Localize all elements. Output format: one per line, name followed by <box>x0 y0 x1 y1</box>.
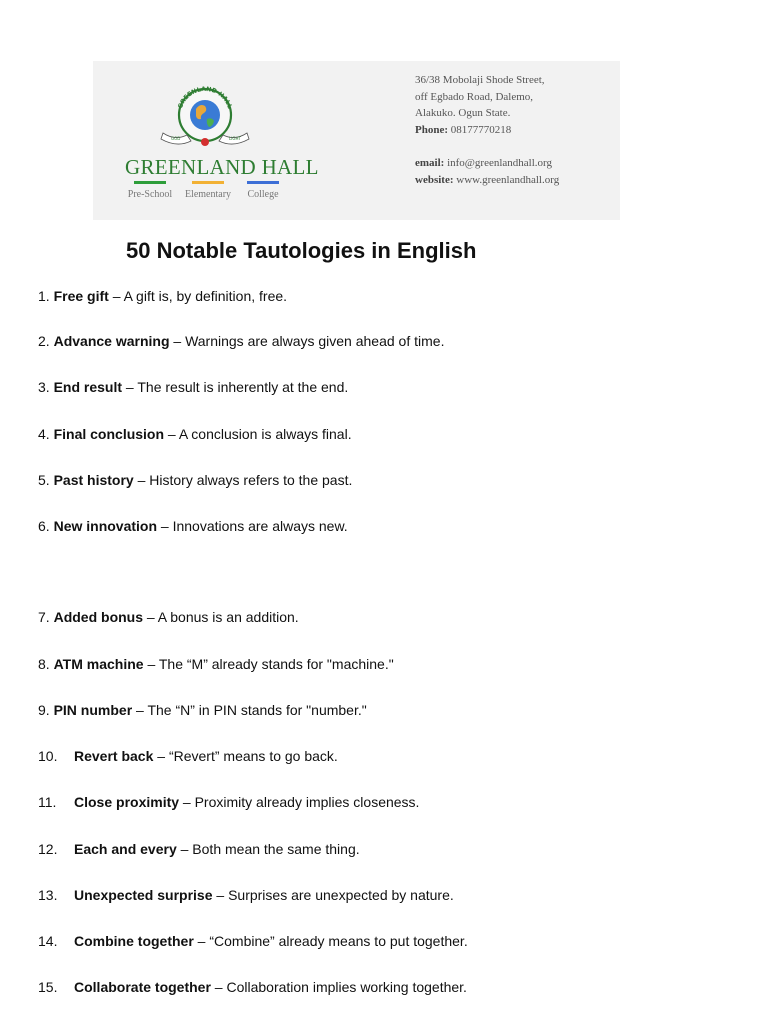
item-description: – A bonus is an addition. <box>143 609 299 625</box>
level-college-bar <box>247 181 279 184</box>
website-line <box>415 172 615 189</box>
address-line-3: Alakuko. Ogun State. <box>415 107 511 119</box>
item-number: 8. <box>38 656 50 672</box>
address-line-1: 36/38 Mobolaji Shode Street, <box>415 74 545 86</box>
item-description: – Both mean the same thing. <box>176 841 360 857</box>
item-term: Each and every <box>74 841 177 857</box>
item-number: 4. <box>38 426 50 442</box>
item-term: Close proximity <box>74 794 180 810</box>
school-name: GREENLAND HALL <box>125 155 319 179</box>
item-number: 9. <box>38 702 50 718</box>
item-term: Past history <box>53 472 134 488</box>
phone-line <box>415 122 615 139</box>
item-term: PIN number <box>53 702 133 718</box>
item-number: 3. <box>38 379 50 395</box>
email-address: info@greenlandhall.org <box>447 157 553 169</box>
item-description: – The result is inherently at the end. <box>122 379 349 395</box>
document-title: 50 Notable Tautologies in English <box>126 238 477 263</box>
item-term: Collaborate together <box>74 979 211 995</box>
item-description: – Collaboration implies working together. <box>210 979 467 995</box>
svg-text:GOD: GOD <box>171 136 181 141</box>
school-crest-logo <box>153 75 253 155</box>
item-number: 11. <box>38 794 57 810</box>
contact-block <box>415 72 615 188</box>
level-preschool <box>125 181 175 200</box>
item-description: – Proximity already implies closeness. <box>179 794 420 810</box>
level-preschool-label: Pre-School <box>127 189 173 200</box>
item-term: Revert back <box>74 748 154 764</box>
item-term: Unexpected surprise <box>74 887 213 903</box>
list-item <box>38 287 287 305</box>
item-term: Added bonus <box>53 609 144 625</box>
item-term: ATM machine <box>53 656 144 672</box>
list-item <box>38 655 394 673</box>
item-number: 10. <box>38 748 58 764</box>
list-item <box>38 608 299 626</box>
email-line <box>415 155 615 172</box>
item-term: Final conclusion <box>53 426 165 442</box>
item-description: – “Revert” means to go back. <box>153 748 338 764</box>
item-term: New innovation <box>53 518 158 534</box>
phone-label: Phone: <box>415 123 448 136</box>
email-label: email: <box>415 157 445 169</box>
website-url: www.greenlandhall.org <box>456 173 560 186</box>
level-preschool-bar <box>134 181 166 184</box>
list-item <box>38 517 348 535</box>
list-item <box>38 932 468 950</box>
address-line-2: off Egbado Road, Dalemo, <box>415 90 534 103</box>
list-item <box>38 701 367 719</box>
list-item <box>38 747 338 765</box>
level-college <box>243 181 283 200</box>
item-number: 12. <box>38 841 58 857</box>
list-item <box>38 378 348 396</box>
item-number: 7. <box>38 609 50 625</box>
svg-text:LIGHT: LIGHT <box>229 136 241 141</box>
item-number: 1. <box>38 288 50 304</box>
item-description: – Warnings are always given ahead of time. <box>169 333 445 349</box>
letterhead-banner <box>93 61 620 220</box>
item-number: 6. <box>38 518 50 534</box>
website-label: website: <box>415 173 454 186</box>
item-number: 13. <box>38 887 58 903</box>
phone-number: 08177770218 <box>450 123 512 136</box>
item-description: – A conclusion is always final. <box>164 426 352 442</box>
item-term: Free gift <box>53 288 109 304</box>
item-number: 5. <box>38 472 50 488</box>
svg-text:GREENLAND HALL: GREENLAND HALL <box>176 85 234 110</box>
item-description: – “Combine” already means to put together. <box>193 933 468 949</box>
item-description: – History always refers to the past. <box>133 472 353 488</box>
list-item <box>38 471 352 489</box>
item-description: – Innovations are always new. <box>157 518 348 534</box>
level-college-label: College <box>247 189 279 200</box>
level-elementary-label: Elementary <box>184 189 232 200</box>
list-item <box>38 425 352 443</box>
item-number: 14. <box>38 933 58 949</box>
item-description: – Surprises are unexpected by nature. <box>212 887 454 903</box>
item-term: Advance warning <box>53 333 170 349</box>
item-number: 2. <box>38 333 50 349</box>
list-item <box>38 332 444 350</box>
item-description: – The “N” in PIN stands for "number." <box>132 702 367 718</box>
list-item <box>38 978 467 996</box>
item-term: End result <box>53 379 123 395</box>
item-number: 15. <box>38 979 58 995</box>
level-elementary-bar <box>192 181 224 184</box>
item-term: Combine together <box>74 933 194 949</box>
list-item <box>38 886 454 904</box>
list-item <box>38 793 419 811</box>
item-description: – A gift is, by definition, free. <box>108 288 288 304</box>
list-item <box>38 840 360 858</box>
level-elementary <box>179 181 237 200</box>
item-description: – The “M” already stands for "machine." <box>143 656 394 672</box>
